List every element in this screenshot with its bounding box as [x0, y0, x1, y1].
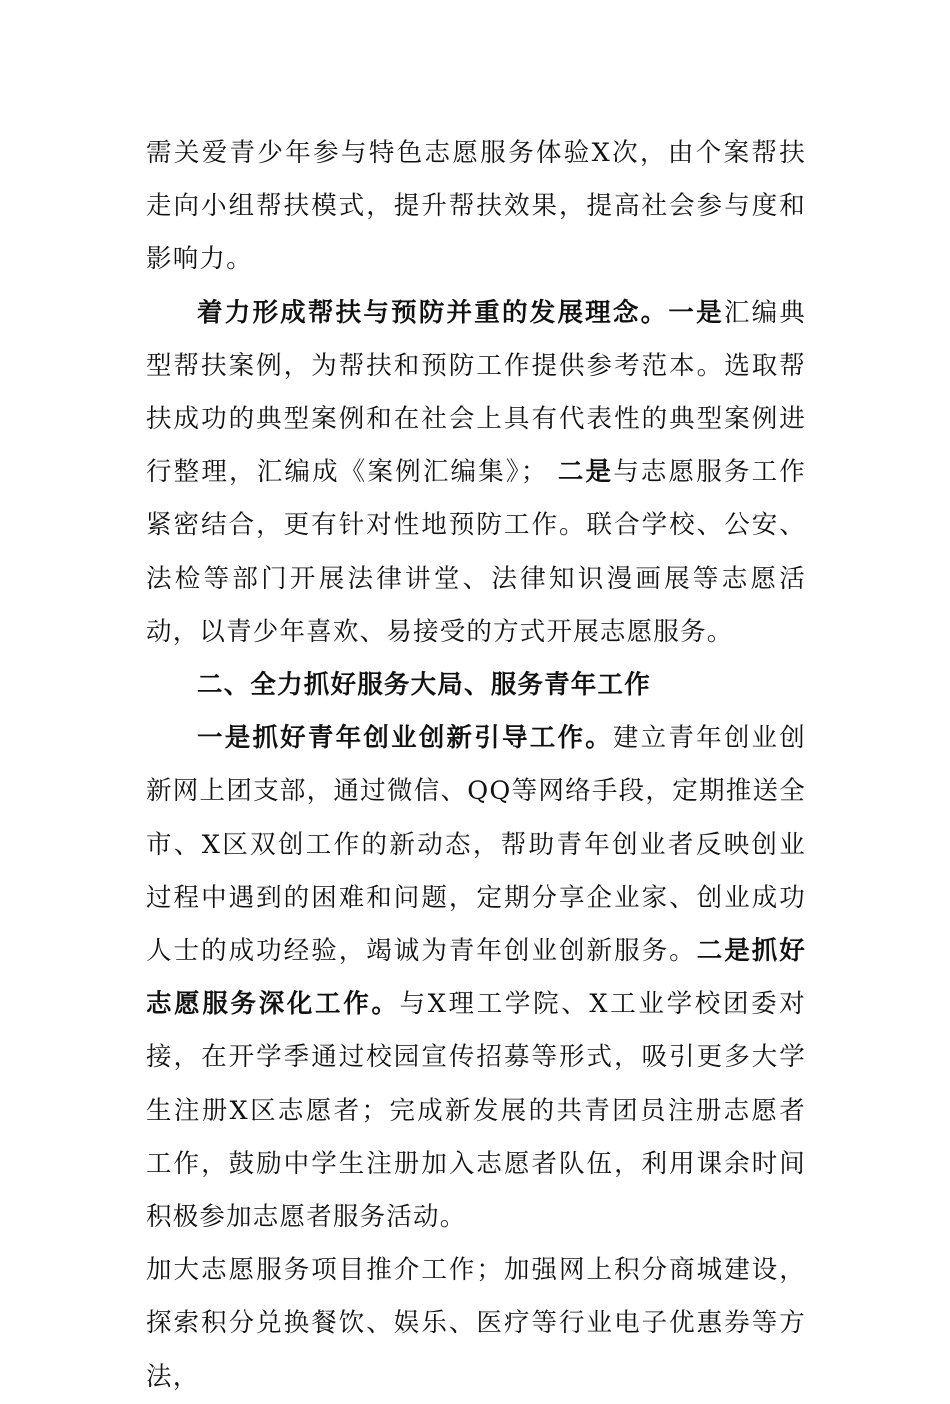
paragraph-text: 加大志愿服务项目推介工作；加强网上积分商城建设，探索积分兑换餐饮、娱乐、医疗等行业电子优惠券等方法，	[146, 1255, 806, 1392]
paragraph-text: 需关爱青少年参与特色志愿服务体验X次，由个案帮扶走向小组帮扶模式，提升帮扶效果，提高社会参与度和影响力。	[146, 138, 806, 275]
document-body	[146, 127, 806, 1404]
section-heading: 二、全力抓好服务大局、服务青年工作	[197, 670, 651, 701]
paragraph-prevention-concept	[146, 287, 806, 659]
paragraph-text-a: 建立青年创业创新网上团支部，通过微信、QQ等网络手段，定期推送全市、X区双创工作的新动态，帮助青年创业者反映创业过程中遇到的困难和问题，定期分享企业家、创业成功人士的成功经验，竭诚为青年创业创新服务。	[146, 723, 806, 967]
paragraph-text-b: 与X理工学院、X工业学校团委对接，在开学季通过校园宣传招募等形式，吸引更多大学生注册X区志愿者；完成新发展的共青团员注册志愿者工作，鼓励中学生注册加入志愿者队伍，利用课余时间积极参加志愿者服务活动。	[146, 989, 806, 1233]
paragraph-continuation	[146, 127, 806, 287]
paragraph-bold-second: 二是	[557, 457, 614, 488]
paragraph-text-a: 汇编典型帮扶案例，为帮扶和预防工作提供参考范本。选取帮扶成功的典型案例和在社会上具有代表性的典型案例进行整理，汇编成《案例汇编集》；	[146, 297, 806, 488]
paragraph-bold-title: 着力形成帮扶与预防并重的发展理念。	[197, 297, 669, 328]
paragraph-bold-second: 二是抓好志愿服务深化工作。	[146, 936, 806, 1020]
paragraph-bold-first: 一是	[668, 297, 724, 328]
paragraph-text-b: 与志愿服务工作紧密结合，更有针对性地预防工作。联合学校、公安、法检等部门开展法律讲堂、法律知识漫画展等志愿活动，以青少年喜欢、易接受的方式开展志愿服务。	[146, 457, 806, 647]
paragraph-volunteer-projects	[146, 1244, 806, 1404]
paragraph-youth-work	[146, 712, 806, 1244]
spacer	[548, 457, 558, 487]
paragraph-bold-first: 一是抓好青年创业创新引导工作。	[197, 723, 613, 754]
